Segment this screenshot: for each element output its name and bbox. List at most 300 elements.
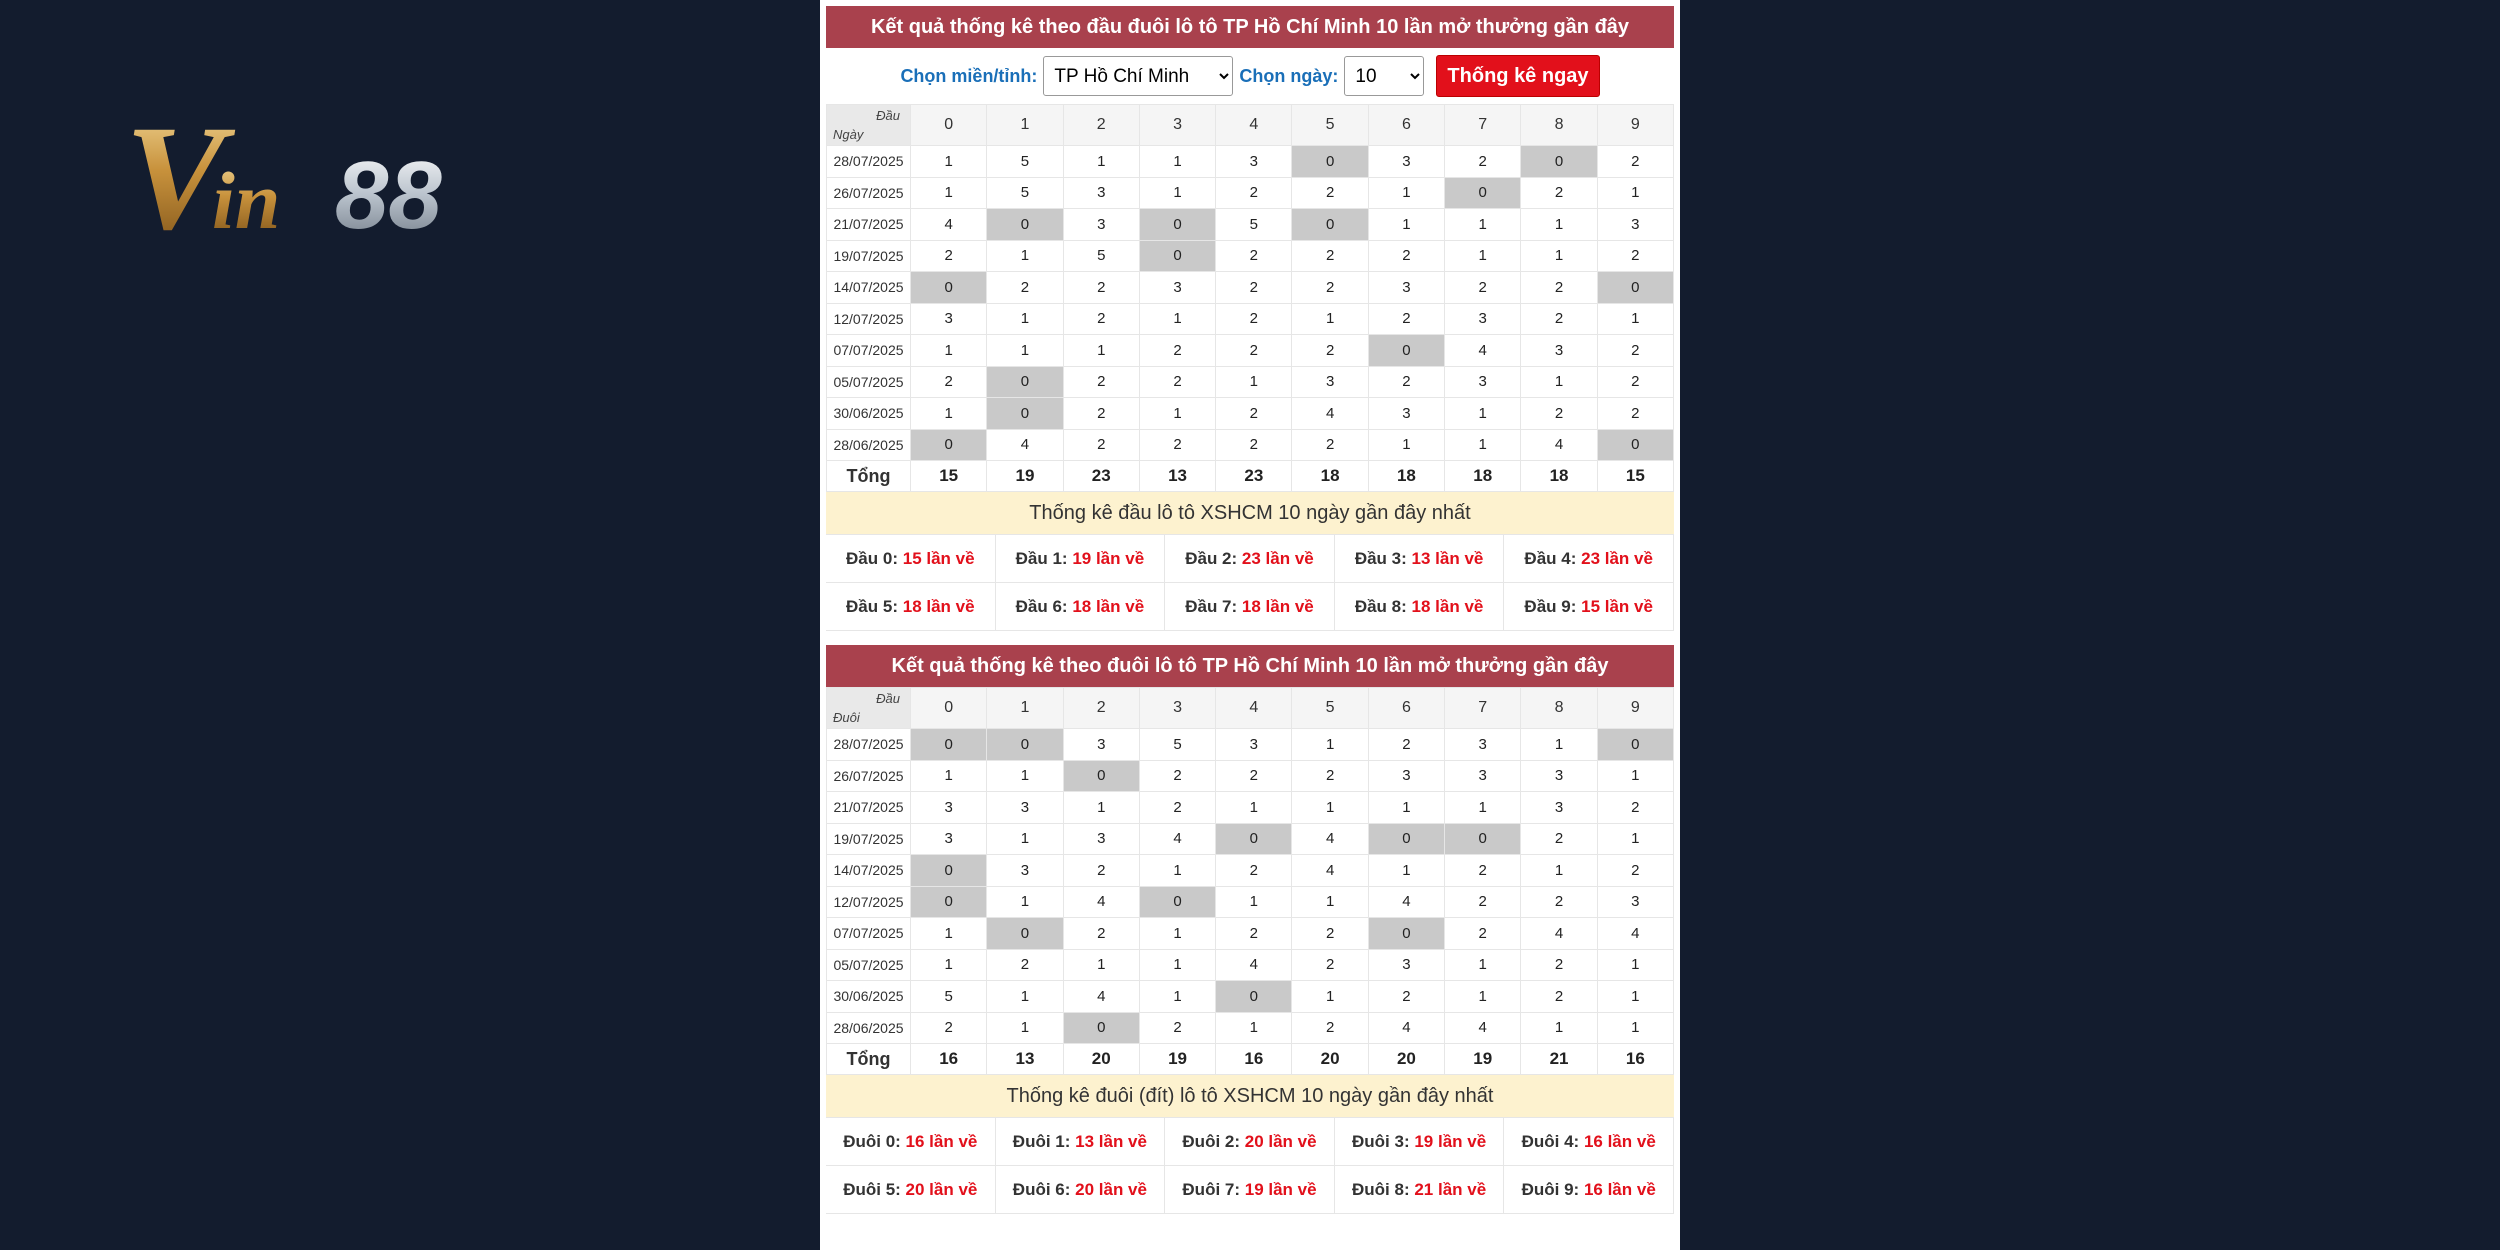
summary-key: Đầu 2:	[1185, 549, 1238, 568]
summary-item	[1335, 1118, 1505, 1166]
count-cell: 3	[1063, 177, 1139, 209]
count-cell: 1	[987, 1012, 1063, 1044]
column-header: 6	[1368, 105, 1444, 146]
count-cell: 4	[1063, 981, 1139, 1013]
table-row	[827, 760, 1674, 792]
tail-summary-title: Thống kê đuôi (đít) lô tô XSHCM 10 ngày gần đây nhất	[826, 1075, 1674, 1117]
count-cell: 3	[1368, 760, 1444, 792]
count-cell: 2	[911, 1012, 987, 1044]
count-cell: 2	[1216, 303, 1292, 335]
column-header: 2	[1063, 105, 1139, 146]
summary-value: 13 lần về	[1411, 549, 1484, 568]
count-cell: 2	[1216, 240, 1292, 272]
count-cell: 1	[1521, 729, 1597, 761]
summary-value: 15 lần về	[902, 549, 975, 568]
summary-key: Đầu 0:	[846, 549, 898, 568]
column-header: 4	[1216, 105, 1292, 146]
total-cell: 19	[987, 461, 1063, 492]
row-date: 21/07/2025	[827, 209, 911, 241]
count-cell: 1	[1216, 792, 1292, 824]
summary-value: 23 lần về	[1241, 549, 1314, 568]
row-date: 28/06/2025	[827, 1012, 911, 1044]
summary-item	[1335, 535, 1505, 583]
count-cell: 0	[1139, 240, 1215, 272]
column-header: 4	[1216, 688, 1292, 729]
vin88-logo	[120, 110, 510, 250]
count-cell: 2	[1216, 429, 1292, 461]
filter-controls	[826, 48, 1674, 104]
summary-key: Đuôi 0:	[843, 1132, 901, 1151]
count-cell: 1	[1521, 855, 1597, 887]
count-cell: 0	[1597, 429, 1673, 461]
count-cell: 2	[1063, 303, 1139, 335]
count-cell: 2	[911, 366, 987, 398]
column-header: 9	[1597, 105, 1673, 146]
table-corner-cell	[827, 688, 911, 729]
count-cell: 3	[1063, 823, 1139, 855]
count-cell: 2	[1368, 303, 1444, 335]
column-header: 1	[987, 688, 1063, 729]
count-cell: 3	[1521, 792, 1597, 824]
count-cell: 0	[1292, 209, 1368, 241]
table-row	[827, 177, 1674, 209]
count-cell: 0	[1368, 335, 1444, 367]
table-row	[827, 918, 1674, 950]
count-cell: 3	[1368, 146, 1444, 178]
count-cell: 2	[1445, 886, 1521, 918]
count-cell: 2	[1521, 303, 1597, 335]
row-date: 05/07/2025	[827, 949, 911, 981]
corner-top-label: Đầu	[876, 691, 900, 706]
count-cell: 2	[1292, 429, 1368, 461]
total-cell: 21	[1521, 1044, 1597, 1075]
count-cell: 0	[1597, 272, 1673, 304]
count-cell: 4	[1292, 855, 1368, 887]
table-row	[827, 1012, 1674, 1044]
count-cell: 3	[1368, 949, 1444, 981]
count-cell: 1	[1597, 303, 1673, 335]
row-date: 19/07/2025	[827, 823, 911, 855]
summary-key: Đầu 1:	[1015, 549, 1068, 568]
days-label: Chọn ngày:	[1239, 65, 1339, 86]
count-cell: 0	[1368, 918, 1444, 950]
summary-key: Đuôi 8:	[1352, 1180, 1410, 1199]
summary-key: Đầu 3:	[1354, 549, 1407, 568]
count-cell: 0	[1216, 981, 1292, 1013]
count-cell: 2	[1445, 855, 1521, 887]
count-cell: 1	[1368, 855, 1444, 887]
days-select[interactable]	[1344, 56, 1424, 96]
count-cell: 1	[1445, 398, 1521, 430]
count-cell: 0	[911, 729, 987, 761]
count-cell: 3	[911, 823, 987, 855]
count-cell: 1	[987, 303, 1063, 335]
count-cell: 2	[1597, 398, 1673, 430]
row-date: 30/06/2025	[827, 398, 911, 430]
summary-item	[1504, 1118, 1674, 1166]
logo-letter-v: V	[125, 110, 226, 250]
logo-digits-88: 88	[335, 142, 442, 249]
count-cell: 2	[1597, 240, 1673, 272]
count-cell: 3	[1445, 366, 1521, 398]
total-cell: 16	[1216, 1044, 1292, 1075]
count-cell: 1	[1521, 366, 1597, 398]
count-cell: 2	[1292, 272, 1368, 304]
table-corner-cell	[827, 105, 911, 146]
table-row	[827, 823, 1674, 855]
column-header: 3	[1139, 688, 1215, 729]
count-cell: 4	[1368, 1012, 1444, 1044]
count-cell: 1	[1139, 918, 1215, 950]
count-cell: 5	[1139, 729, 1215, 761]
row-date: 07/07/2025	[827, 918, 911, 950]
count-cell: 0	[987, 398, 1063, 430]
total-cell: 20	[1292, 1044, 1368, 1075]
count-cell: 5	[911, 981, 987, 1013]
count-cell: 1	[1139, 949, 1215, 981]
column-header: 8	[1521, 105, 1597, 146]
table-row	[827, 855, 1674, 887]
count-cell: 0	[987, 366, 1063, 398]
summary-item	[1165, 1166, 1335, 1214]
count-cell: 1	[1063, 792, 1139, 824]
column-header: 1	[987, 105, 1063, 146]
row-date: 12/07/2025	[827, 886, 911, 918]
count-cell: 1	[1063, 335, 1139, 367]
count-cell: 1	[1445, 792, 1521, 824]
count-cell: 1	[1139, 303, 1215, 335]
count-cell: 4	[987, 429, 1063, 461]
count-cell: 1	[911, 949, 987, 981]
count-cell: 1	[1292, 886, 1368, 918]
summary-value: 18 lần về	[1241, 597, 1314, 616]
column-header: 0	[911, 105, 987, 146]
column-header: 2	[1063, 688, 1139, 729]
table-row	[827, 209, 1674, 241]
count-cell: 4	[1445, 1012, 1521, 1044]
head-summary-grid	[826, 534, 1674, 631]
count-cell: 2	[1139, 366, 1215, 398]
corner-bottom-label: Đuôi	[833, 710, 860, 725]
count-cell: 0	[1521, 146, 1597, 178]
count-cell: 1	[911, 146, 987, 178]
count-cell: 3	[1139, 272, 1215, 304]
row-date: 19/07/2025	[827, 240, 911, 272]
count-cell: 1	[1597, 760, 1673, 792]
corner-top-label: Đầu	[876, 108, 900, 123]
count-cell: 2	[1521, 398, 1597, 430]
total-cell: 19	[1445, 1044, 1521, 1075]
count-cell: 2	[1139, 335, 1215, 367]
count-cell: 2	[1445, 272, 1521, 304]
section2-title: Kết quả thống kê theo đuôi lô tô TP Hồ Chí Minh 10 lần mở thưởng gần đây	[826, 645, 1674, 687]
count-cell: 0	[1216, 823, 1292, 855]
province-label: Chọn miền/tỉnh:	[900, 65, 1038, 86]
summary-key: Đuôi 9:	[1521, 1180, 1580, 1199]
count-cell: 3	[1063, 729, 1139, 761]
head-summary-title: Thống kê đầu lô tô XSHCM 10 ngày gần đây nhất	[826, 492, 1674, 534]
row-date: 05/07/2025	[827, 366, 911, 398]
count-cell: 1	[1368, 429, 1444, 461]
count-cell: 1	[1597, 823, 1673, 855]
count-cell: 3	[1597, 209, 1673, 241]
total-row	[827, 1044, 1674, 1075]
count-cell: 1	[1368, 792, 1444, 824]
column-header: 0	[911, 688, 987, 729]
count-cell: 1	[987, 823, 1063, 855]
summary-item	[1504, 1166, 1674, 1214]
count-cell: 2	[1597, 335, 1673, 367]
row-date: 30/06/2025	[827, 981, 911, 1013]
table-row	[827, 792, 1674, 824]
count-cell: 0	[911, 272, 987, 304]
section1-title: Kết quả thống kê theo đầu đuôi lô tô TP Hồ Chí Minh 10 lần mở thưởng gần đây	[826, 6, 1674, 48]
column-header: 5	[1292, 105, 1368, 146]
corner-bottom-label: Ngày	[833, 127, 864, 142]
count-cell: 2	[1139, 429, 1215, 461]
count-cell: 2	[1063, 855, 1139, 887]
summary-key: Đầu 5:	[846, 597, 898, 616]
summary-item	[996, 1166, 1166, 1214]
total-cell: 23	[1216, 461, 1292, 492]
summary-value: 20 lần về	[1075, 1180, 1147, 1199]
summary-value: 18 lần về	[902, 597, 975, 616]
table-row	[827, 335, 1674, 367]
count-cell: 3	[1521, 335, 1597, 367]
column-header: 6	[1368, 688, 1444, 729]
count-cell: 2	[1216, 760, 1292, 792]
count-cell: 0	[1368, 823, 1444, 855]
table-header-row	[827, 105, 1674, 146]
count-cell: 3	[1521, 760, 1597, 792]
count-cell: 0	[911, 855, 987, 887]
count-cell: 2	[1292, 240, 1368, 272]
count-cell: 1	[911, 398, 987, 430]
count-cell: 3	[987, 855, 1063, 887]
count-cell: 1	[1292, 981, 1368, 1013]
count-cell: 1	[1292, 792, 1368, 824]
count-cell: 1	[1597, 981, 1673, 1013]
count-cell: 1	[1368, 209, 1444, 241]
count-cell: 1	[1063, 146, 1139, 178]
count-cell: 2	[1292, 918, 1368, 950]
count-cell: 2	[987, 272, 1063, 304]
count-cell: 1	[911, 918, 987, 950]
count-cell: 1	[1063, 949, 1139, 981]
count-cell: 2	[1521, 823, 1597, 855]
count-cell: 4	[911, 209, 987, 241]
count-cell: 2	[1521, 886, 1597, 918]
count-cell: 0	[911, 429, 987, 461]
count-cell: 2	[1597, 855, 1673, 887]
count-cell: 2	[1139, 792, 1215, 824]
count-cell: 2	[1292, 949, 1368, 981]
total-cell: 16	[1597, 1044, 1673, 1075]
summary-value: 19 lần về	[1414, 1132, 1487, 1151]
count-cell: 2	[1063, 429, 1139, 461]
count-cell: 3	[1368, 398, 1444, 430]
count-cell: 2	[1292, 1012, 1368, 1044]
count-cell: 1	[987, 335, 1063, 367]
summary-item	[826, 583, 996, 631]
total-cell: 18	[1445, 461, 1521, 492]
count-cell: 3	[1445, 729, 1521, 761]
count-cell: 2	[1292, 177, 1368, 209]
count-cell: 3	[1216, 146, 1292, 178]
count-cell: 3	[911, 792, 987, 824]
count-cell: 3	[1292, 366, 1368, 398]
count-cell: 1	[1292, 303, 1368, 335]
summary-key: Đầu 4:	[1524, 549, 1577, 568]
total-cell: 19	[1139, 1044, 1215, 1075]
table-row	[827, 981, 1674, 1013]
total-label: Tổng	[827, 1044, 911, 1075]
count-cell: 1	[1139, 177, 1215, 209]
summary-value: 19 lần về	[1072, 549, 1145, 568]
count-cell: 2	[1292, 760, 1368, 792]
count-cell: 4	[1292, 398, 1368, 430]
count-cell: 3	[1216, 729, 1292, 761]
table-row	[827, 303, 1674, 335]
count-cell: 2	[1216, 398, 1292, 430]
count-cell: 2	[1139, 760, 1215, 792]
total-cell: 20	[1368, 1044, 1444, 1075]
count-cell: 3	[987, 792, 1063, 824]
summary-value: 20 lần về	[1244, 1132, 1317, 1151]
count-cell: 1	[1216, 366, 1292, 398]
count-cell: 2	[1292, 335, 1368, 367]
count-cell: 1	[1139, 146, 1215, 178]
summary-key: Đuôi 5:	[843, 1180, 901, 1199]
count-cell: 1	[987, 886, 1063, 918]
count-cell: 0	[1139, 209, 1215, 241]
summary-item	[1335, 1166, 1505, 1214]
tail-summary-grid	[826, 1117, 1674, 1214]
count-cell: 3	[1063, 209, 1139, 241]
summary-item	[996, 1118, 1166, 1166]
province-select[interactable]	[1043, 56, 1233, 96]
summary-value: 23 lần về	[1581, 549, 1653, 568]
count-cell: 1	[987, 981, 1063, 1013]
count-cell: 1	[1139, 981, 1215, 1013]
count-cell: 4	[1216, 949, 1292, 981]
count-cell: 2	[1216, 335, 1292, 367]
summary-key: Đuôi 6:	[1012, 1180, 1071, 1199]
summary-key: Đuôi 4:	[1521, 1132, 1580, 1151]
count-cell: 0	[1292, 146, 1368, 178]
count-cell: 3	[911, 303, 987, 335]
total-label: Tổng	[827, 461, 911, 492]
count-cell: 3	[1368, 272, 1444, 304]
summary-item	[996, 583, 1166, 631]
count-cell: 1	[1216, 886, 1292, 918]
count-cell: 4	[1292, 823, 1368, 855]
table-row	[827, 949, 1674, 981]
count-cell: 2	[1368, 981, 1444, 1013]
count-cell: 2	[1521, 949, 1597, 981]
total-cell: 23	[1063, 461, 1139, 492]
column-header: 8	[1521, 688, 1597, 729]
table-row	[827, 729, 1674, 761]
summary-value: 21 lần về	[1414, 1180, 1487, 1199]
count-cell: 0	[1063, 1012, 1139, 1044]
count-cell: 1	[1445, 240, 1521, 272]
count-cell: 4	[1063, 886, 1139, 918]
count-cell: 1	[1521, 1012, 1597, 1044]
summary-item	[996, 535, 1166, 583]
summary-value: 19 lần về	[1244, 1180, 1317, 1199]
summary-item	[826, 1118, 996, 1166]
count-cell: 1	[1597, 177, 1673, 209]
count-cell: 4	[1597, 918, 1673, 950]
count-cell: 1	[1292, 729, 1368, 761]
summary-key: Đầu 9:	[1524, 597, 1577, 616]
count-cell: 2	[987, 949, 1063, 981]
summary-value: 13 lần về	[1075, 1132, 1147, 1151]
summary-item	[1335, 583, 1505, 631]
summary-key: Đầu 7:	[1185, 597, 1238, 616]
count-cell: 2	[1521, 272, 1597, 304]
table-row	[827, 272, 1674, 304]
count-cell: 0	[987, 209, 1063, 241]
total-cell: 20	[1063, 1044, 1139, 1075]
row-date: 28/07/2025	[827, 146, 911, 178]
count-cell: 2	[1139, 1012, 1215, 1044]
row-date: 12/07/2025	[827, 303, 911, 335]
total-cell: 18	[1292, 461, 1368, 492]
row-date: 21/07/2025	[827, 792, 911, 824]
tail-stats-table	[826, 687, 1674, 1075]
count-cell: 2	[1063, 398, 1139, 430]
summary-value: 16 lần về	[1583, 1180, 1656, 1199]
count-cell: 2	[1521, 981, 1597, 1013]
count-cell: 2	[1216, 918, 1292, 950]
summary-key: Đuôi 2:	[1182, 1132, 1241, 1151]
summary-value: 18 lần về	[1072, 597, 1145, 616]
count-cell: 3	[1445, 303, 1521, 335]
count-cell: 2	[1368, 240, 1444, 272]
count-cell: 2	[1216, 177, 1292, 209]
summary-key: Đầu 6:	[1015, 597, 1068, 616]
count-cell: 0	[1139, 886, 1215, 918]
count-cell: 2	[1521, 177, 1597, 209]
count-cell: 4	[1139, 823, 1215, 855]
count-cell: 0	[911, 886, 987, 918]
summary-item	[1504, 583, 1674, 631]
count-cell: 2	[1063, 918, 1139, 950]
row-date: 26/07/2025	[827, 177, 911, 209]
total-cell: 13	[1139, 461, 1215, 492]
count-cell: 2	[1216, 272, 1292, 304]
count-cell: 0	[987, 918, 1063, 950]
count-cell: 1	[987, 760, 1063, 792]
table-header-row	[827, 688, 1674, 729]
table-row	[827, 886, 1674, 918]
submit-stats-button[interactable]: Thống kê ngay	[1436, 55, 1599, 97]
summary-item	[1165, 535, 1335, 583]
count-cell: 5	[987, 177, 1063, 209]
summary-item	[1165, 1118, 1335, 1166]
count-cell: 5	[1063, 240, 1139, 272]
count-cell: 2	[1445, 918, 1521, 950]
summary-key: Đuôi 1:	[1012, 1132, 1071, 1151]
count-cell: 2	[1063, 272, 1139, 304]
row-date: 07/07/2025	[827, 335, 911, 367]
head-stats-table	[826, 104, 1674, 492]
summary-value: 15 lần về	[1581, 597, 1653, 616]
count-cell: 5	[1216, 209, 1292, 241]
count-cell: 4	[1445, 335, 1521, 367]
